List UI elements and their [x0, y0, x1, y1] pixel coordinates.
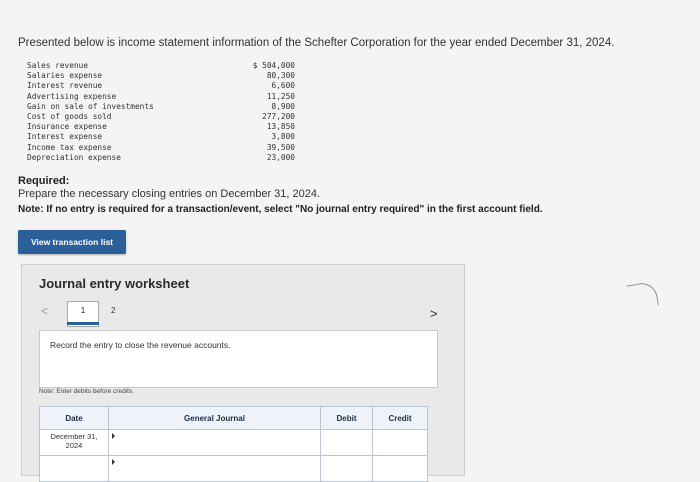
- journal-row: [40, 456, 428, 482]
- account-amount: 3,800: [271, 132, 295, 142]
- account-name: Advertising expense: [27, 91, 117, 101]
- credit-input[interactable]: [373, 456, 428, 482]
- account-name: Sales revenue: [27, 61, 89, 70]
- required-text: Prepare the necessary closing entries on December 31, 2024.: [18, 188, 321, 200]
- account-amount: 277,200: [262, 112, 295, 122]
- view-transaction-list-button[interactable]: View transaction list: [18, 230, 126, 254]
- date-cell: December 31, 2024: [40, 430, 109, 456]
- account-name: Interest revenue: [27, 81, 103, 91]
- date-cell: [40, 456, 109, 482]
- account-name: Gain on sale of investments: [27, 101, 154, 111]
- debit-input[interactable]: [321, 456, 373, 482]
- table-row: [27, 132, 295, 142]
- table-row: [27, 71, 295, 81]
- dropdown-arrow-icon: [112, 459, 115, 465]
- table-row: [27, 122, 295, 132]
- general-journal-header: General Journal: [109, 407, 321, 430]
- account-amount: 11,250: [266, 91, 295, 101]
- account-name: Income tax expense: [27, 142, 112, 152]
- dropdown-arrow-icon: [112, 433, 115, 439]
- instruction-text: Record the entry to close the revenue accounts.: [50, 340, 231, 350]
- required-title: Required:: [18, 175, 70, 187]
- account-amount: 23,000: [266, 152, 295, 162]
- journal-entry-worksheet: [21, 264, 465, 476]
- table-row: [27, 81, 295, 91]
- account-name: Insurance expense: [27, 122, 107, 132]
- worksheet-title: Journal entry worksheet: [39, 276, 190, 291]
- account-amount: 8,900: [271, 101, 295, 111]
- page-tab-2[interactable]: 2: [111, 306, 116, 315]
- account-name: Depreciation expense: [27, 152, 121, 162]
- account-amount: 6,600: [271, 81, 295, 91]
- table-row: [27, 102, 295, 112]
- account-name: Salaries expense: [27, 71, 103, 81]
- account-dropdown[interactable]: [109, 456, 321, 482]
- instruction-box: [39, 330, 438, 388]
- account-amount: 13,850: [266, 122, 295, 132]
- table-row: [27, 92, 295, 102]
- problem-intro: Presented below is income statement information of the Schefter Corporation for the year ended December 31, 2024.: [18, 37, 615, 49]
- active-page-indicator: [67, 322, 99, 325]
- account-dropdown[interactable]: [109, 430, 321, 456]
- chevron-left-icon[interactable]: <: [41, 304, 49, 318]
- account-name: Cost of goods sold: [27, 112, 112, 122]
- account-amount: $ 504,000: [252, 61, 295, 70]
- date-header: Date: [40, 407, 109, 430]
- credit-header: Credit: [373, 407, 428, 430]
- chevron-right-icon[interactable]: >: [430, 306, 438, 321]
- table-row: [27, 143, 295, 153]
- table-row: [27, 112, 295, 122]
- pen-mark: [626, 281, 659, 311]
- table-row: [27, 61, 295, 71]
- page-tab-1[interactable]: 1: [67, 301, 99, 327]
- account-name: Interest expense: [27, 132, 103, 142]
- required-note: Note: If no entry is required for a transaction/event, select "No journal entry required" in the first account field.: [18, 204, 543, 215]
- debit-header: Debit: [321, 407, 373, 430]
- account-amount: 39,500: [266, 142, 295, 152]
- journal-table: [39, 406, 428, 482]
- journal-row: [40, 430, 428, 456]
- table-row: [27, 153, 295, 163]
- debit-input[interactable]: [321, 430, 373, 456]
- debits-note: Note: Enter debits before credits.: [39, 388, 135, 395]
- income-statement-table: [27, 61, 295, 163]
- account-amount: 80,300: [266, 71, 295, 81]
- credit-input[interactable]: [373, 430, 428, 456]
